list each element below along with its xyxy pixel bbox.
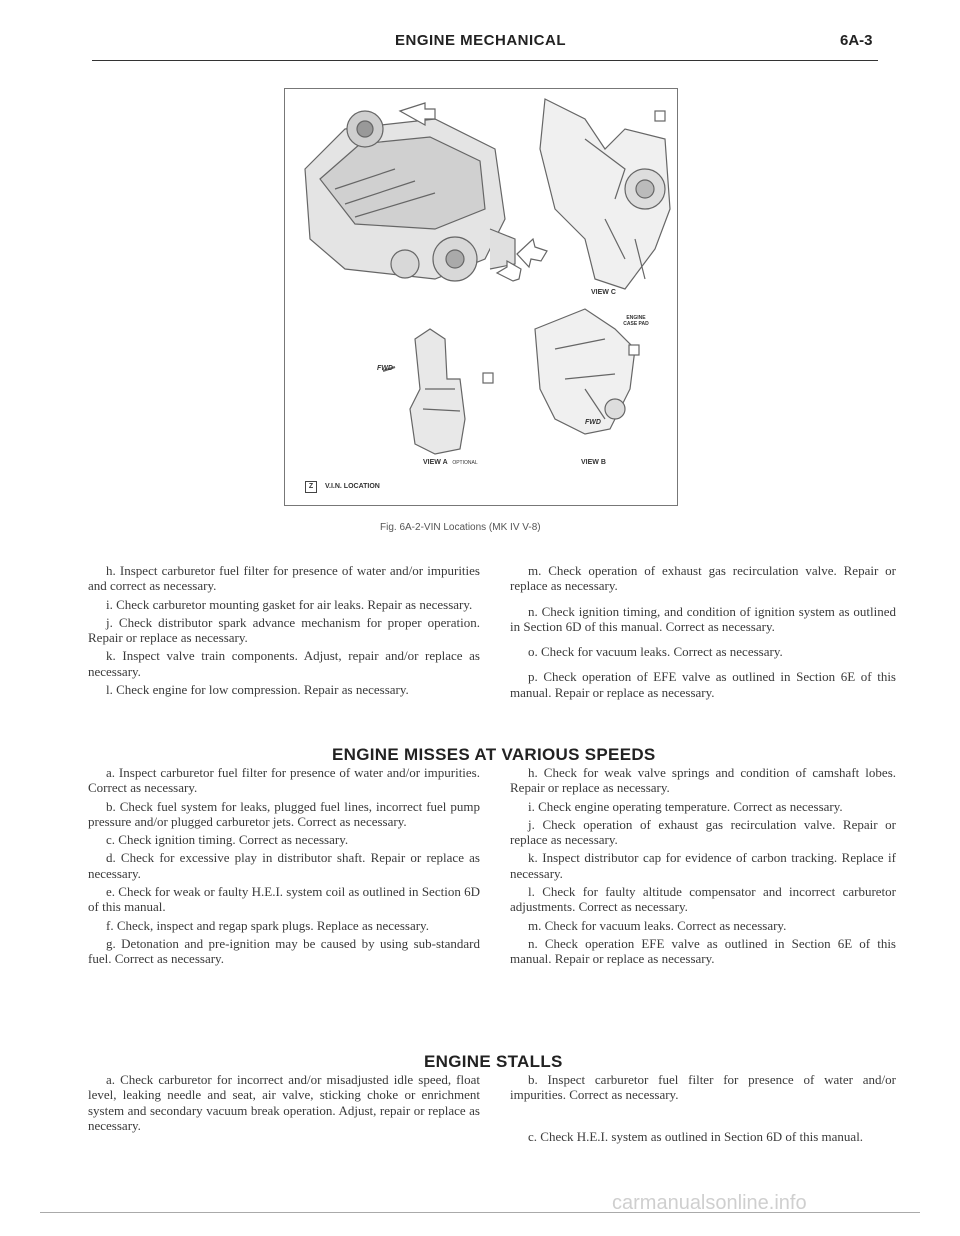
step-h: h. Inspect carburetor fuel filter for presence of water and/or impurities and correct as necessary. [88, 563, 480, 594]
step-j2: j. Check operation of exhaust gas recirculation valve. Repair or replace as necessary. [510, 816, 896, 848]
step-a3: a. Check carburetor for incorrect and/or misadjusted idle speed, float level, leaking needle and seat, air valve, sticking choke or enrichment system and secondary vacuum break operation. Adjust, repair or replace as necessary. [88, 1072, 480, 1133]
step-l2: l. Check for faulty altitude compensator and incorrect carburetor adjustments. Correct as necessary. [510, 884, 896, 915]
watermark: carmanualsonline.info [612, 1192, 807, 1214]
step-k: k. Inspect valve train components. Adjust, repair and/or replace as necessary. [88, 648, 480, 679]
step-c3: c. Check H.E.I. system as outlined in Section 6D of this manual. [528, 1128, 864, 1144]
step-m2: m. Check for vacuum leaks. Correct as necessary. [528, 917, 787, 933]
step-h2: h. Check for weak valve springs and condition of camshaft lobes. Repair or replace as necessary. [510, 765, 896, 796]
step-e: e. Check for weak or faulty H.E.I. system coil as outlined in Section 6D of this manual. [88, 884, 480, 915]
step-b3: b. Inspect carburetor fuel filter for presence of water and/or impurities. Correct as necessary. [510, 1072, 896, 1103]
section1-left-column [88, 563, 480, 700]
step-b: b. Check fuel system for leaks, plugged fuel lines, incorrect fuel pump pressure and/or plugged carburetor jets. Correct as necessary. [88, 798, 480, 829]
figure-legend [305, 481, 380, 493]
step-g: g. Detonation and pre-ignition may be caused by using sub-standard fuel. Correct as necessary. [88, 935, 480, 967]
step-c: c. Check ignition timing. Correct as necessary. [106, 832, 349, 848]
step-k2: k. Inspect distributor cap for evidence of carbon tracking. Replace if necessary. [510, 850, 896, 881]
step-n2: n. Check operation EFE valve as outlined in Section 6E of this manual. Repair or replace as necessary. [510, 935, 896, 967]
step-i: i. Check carburetor mounting gasket for air leaks. Repair as necessary. [106, 596, 473, 612]
engine-case-pad-label: ENGINE CASE PAD [623, 315, 649, 327]
figure-caption: Fig. 6A-2-VIN Locations (MK IV V-8) [380, 522, 541, 533]
section2-left-column [88, 765, 480, 970]
header-rule [92, 60, 878, 61]
step-n: n. Check ignition timing, and condition of ignition system as outlined in Section 6D of this manual. Correct as necessary. [510, 603, 896, 634]
section3-left-column [88, 1072, 480, 1136]
step-i2: i. Check engine operating temperature. Correct as necessary. [528, 798, 843, 814]
step-p: p. Check operation of EFE valve as outlined in Section 6E of this manual. Repair or replace as necessary. [510, 669, 896, 700]
view-a-label [423, 459, 478, 466]
step-f: f. Check, inspect and regap spark plugs. Replace as necessary. [106, 917, 429, 933]
vin-location-figure [284, 88, 678, 506]
section2-right-column [510, 765, 896, 970]
step-a: a. Inspect carburetor fuel filter for presence of water and/or impurities. Correct as necessary. [88, 765, 480, 796]
step-l: l. Check engine for low compression. Repair as necessary. [106, 682, 409, 698]
step-d: d. Check for excessive play in distributor shaft. Repair or replace as necessary. [88, 850, 480, 881]
vin-marker-icon: Z [305, 481, 317, 493]
view-a-title: VIEW A [423, 459, 448, 466]
section-heading-stalls: ENGINE STALLS [424, 1052, 563, 1071]
fwd-label-a: FWD [377, 365, 393, 372]
section1-right-column [510, 563, 896, 703]
section-heading-misses: ENGINE MISSES AT VARIOUS SPEEDS [332, 745, 656, 764]
step-m: m. Check operation of exhaust gas recirculation valve. Repair or replace as necessary. [510, 563, 896, 594]
legend-text: V.I.N. LOCATION [325, 483, 380, 490]
fwd-label-b: FWD [585, 419, 601, 426]
optional-label: OPTIONAL [452, 460, 478, 466]
view-b-label: VIEW B [581, 459, 606, 466]
view-c-label: VIEW C [591, 289, 616, 296]
engine-illustration [285, 89, 677, 505]
step-j: j. Check distributor spark advance mechanism for proper operation. Repair or replace as necessary. [88, 614, 480, 646]
step-o: o. Check for vacuum leaks. Correct as necessary. [528, 644, 783, 660]
page-number: 6A-3 [840, 32, 873, 49]
page-header-title: ENGINE MECHANICAL [395, 32, 567, 49]
section3-right-column [510, 1072, 896, 1147]
